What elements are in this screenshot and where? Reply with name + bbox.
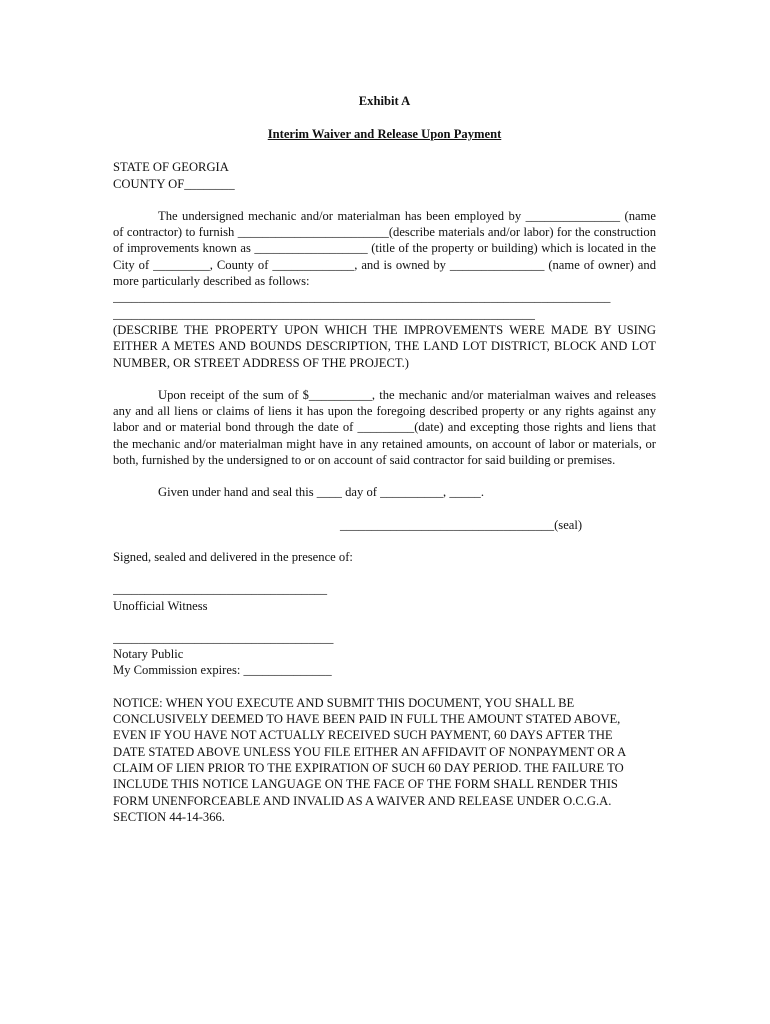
employment-paragraph: The undersigned mechanic and/or materialman has been employed by _______________ (name of contractor) to furnish ________________________(describe materials and/or labor) for the construction of improvements known as __________________ (title of the property or building) which is located in the City of _________, County of _____________, and is owned by _______________ (name of owner) and more particularly described as follows:	[113, 208, 656, 289]
commission-expires-line: My Commission expires: ______________	[113, 663, 332, 678]
witness-label: Unofficial Witness	[113, 598, 208, 613]
notary-block	[113, 630, 656, 679]
property-blank-line-1: _______________________________________________________________________________	[113, 290, 611, 305]
property-blank-line-2: ___________________________________________________________________	[113, 306, 535, 321]
jurisdiction-block	[113, 159, 656, 192]
notary-signature-blank: ___________________________________	[113, 630, 334, 645]
document-page	[113, 93, 656, 825]
witness-signature-blank: __________________________________	[113, 582, 328, 597]
notice-paragraph: NOTICE: WHEN YOU EXECUTE AND SUBMIT THIS DOCUMENT, YOU SHALL BE CONCLUSIVELY DEEMED TO HAVE BEEN PAID IN FULL THE AMOUNT STATED ABOVE, EVEN IF YOU HAVE NOT ACTUALLY RECEIVED SUCH PAYMENT, 60 DAYS AFTER THE DATE STATED ABOVE UNLESS YOU FILE EITHER AN AFFIDAVIT OF NONPAYMENT OR A CLAIM OF LIEN PRIOR TO THE EXPIRATION OF SUCH 60 DAY PERIOD. THE FAILURE TO INCLUDE THIS NOTICE LANGUAGE ON THE FACE OF THE FORM SHALL RENDER THIS FORM UNENFORCEABLE AND INVALID AS A WAIVER AND RELEASE UNDER O.C.G.A. SECTION 44-14-366.	[113, 695, 626, 824]
seal-signature-line: __________________________________(seal)	[340, 517, 583, 532]
state-line: STATE OF GEORGIA	[113, 160, 229, 175]
notary-label: Notary Public	[113, 647, 184, 662]
document-title: Interim Waiver and Release Upon Payment	[267, 127, 502, 141]
given-under-hand-line: Given under hand and seal this ____ day of __________, _____.	[158, 485, 484, 500]
payment-paragraph: Upon receipt of the sum of $__________, the mechanic and/or materialman waives and releases any and all liens or claims of liens it has upon the foregoing described property or any rights against any labor and or material bond through the date of _________(date) and excepting those rights and liens that the mechanic and/or materialman might have in any retained amounts, on account of labor or materials, or both, furnished by the undersigned to or on account of said contractor for said building or premises.	[113, 387, 656, 468]
witness-block	[113, 581, 656, 614]
county-line: COUNTY OF________	[113, 176, 235, 191]
presence-line: Signed, sealed and delivered in the presence of:	[113, 549, 353, 564]
property-description-instruction: (DESCRIBE THE PROPERTY UPON WHICH THE IMPROVEMENTS WERE MADE BY USING EITHER A METES AND BOUNDS DESCRIPTION, THE LAND LOT DISTRICT, BLOCK AND LOT NUMBER, OR STREET ADDRESS OF THE PROJECT.)	[113, 322, 656, 370]
exhibit-heading: Exhibit A	[358, 94, 411, 108]
